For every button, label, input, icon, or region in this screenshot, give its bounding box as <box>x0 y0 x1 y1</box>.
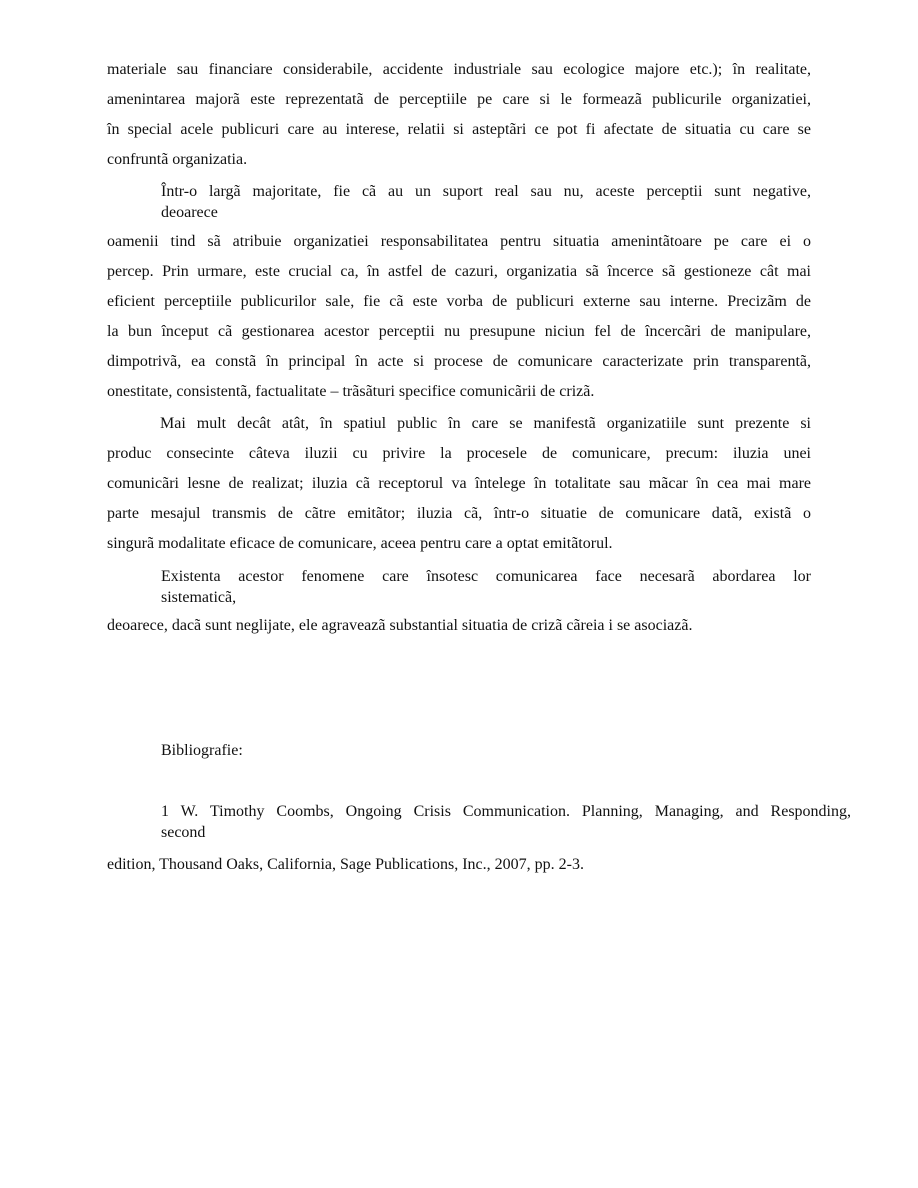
paragraph-line: dimpotrivã, ea constã în principal în acte si procese de comunicare caracterizate prin transparentã, <box>107 353 811 370</box>
paragraph-line: materiale sau financiare considerabile, accidente industriale sau ecologice majore etc.); în realitate, <box>107 61 811 78</box>
paragraph-line: în special acele publicuri care au interese, relatii si asteptãri ce pot fi afectate de situatia cu care se <box>107 121 811 138</box>
paragraph-line: Într-o largã majoritate, fie cã au un suport real sau nu, aceste perceptii sunt negative, <box>161 183 811 200</box>
paragraph-line: parte mesajul transmis de cãtre emitãtor; iluzia cã, într-o situatie de comunicare datã, existã o <box>107 505 811 522</box>
paragraph-line: confruntã organizatia. <box>107 151 248 168</box>
paragraph-line: comunicãri lesne de realizat; iluzia cã receptorul va întelege în totalitate sau mãcar în cea mai mare <box>107 475 811 492</box>
paragraph-line: Existenta acestor fenomene care însotesc comunicarea face necesarã abordarea lor <box>161 568 811 585</box>
paragraph-line: deoarece, dacã sunt neglijate, ele agraveazã substantial situatia de crizã cãreia i se asociazã. <box>107 617 693 634</box>
paragraph-line: la bun început cã gestionarea acestor perceptii nu presupune niciun fel de încercãri de manipulare, <box>107 323 811 340</box>
paragraph-indented-start <box>161 181 811 223</box>
bibliography-entry-line: second <box>161 824 206 841</box>
bibliography-heading: Bibliografie: <box>161 742 243 759</box>
paragraph-line: produc consecinte câteva iluzii cu privire la procesele de comunicare, precum: iluzia unei <box>107 445 811 462</box>
paragraph-line: amenintarea majorã este reprezentatã de perceptiile pe care si le formeazã publicurile organizatiei, <box>107 91 811 108</box>
bibliography-entry-line: edition, Thousand Oaks, California, Sage Publications, Inc., 2007, pp. 2-3. <box>107 856 584 873</box>
paragraph-line: Mai mult decât atât, în spatiul public în care se manifestã organizatiile sunt prezente si <box>160 415 811 432</box>
paragraph-line: oamenii tind sã atribuie organizatiei responsabilitatea pentru situatia amenintãtoare pe care ei o <box>107 233 811 250</box>
paragraph-line: percep. Prin urmare, este crucial ca, în astfel de cazuri, organizatia sã încerce sã gestioneze cât mai <box>107 263 811 280</box>
paragraph-line: deoarece <box>161 204 218 221</box>
paragraph-line: eficient perceptiile publicurilor sale, fie cã este vorba de publicuri externe sau interne. Precizãm de <box>107 293 811 310</box>
paragraph-line: onestitate, consistentã, factualitate – trãsãturi specifice comunicãrii de crizã. <box>107 383 595 400</box>
bibliography-entry-line: 1 W. Timothy Coombs, Ongoing Crisis Communication. Planning, Managing, and Responding, <box>161 803 851 820</box>
paragraph-line: sistematicã, <box>161 589 237 606</box>
paragraph-indented-start <box>161 566 811 608</box>
paragraph-line: singurã modalitate eficace de comunicare, aceea pentru care a optat emitãtorul. <box>107 535 613 552</box>
bibliography-entry <box>161 801 851 843</box>
